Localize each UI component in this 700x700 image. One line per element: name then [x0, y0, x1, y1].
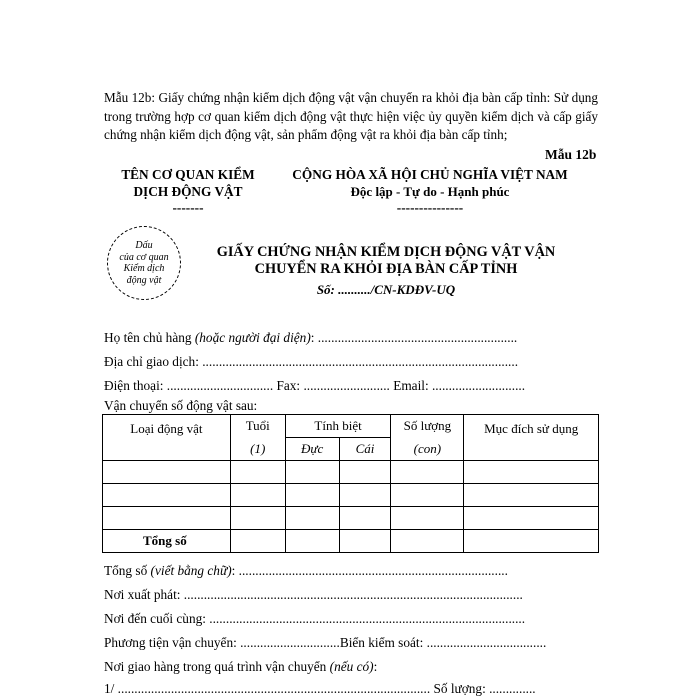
form-code: Mẫu 12b [545, 147, 597, 162]
vehicle-line: Phương tiện vận chuyển: ..............................Biển kiểm soát: .................................... [104, 635, 547, 650]
agency-name-line1: TÊN CƠ QUAN KIỂM [121, 167, 255, 182]
col-age: Tuổi [230, 415, 285, 438]
table-row [103, 507, 599, 530]
table-total-row [103, 530, 599, 553]
stamp-line1: Dấu [135, 240, 153, 251]
col-age-note: (1) [230, 438, 285, 461]
stamp-line2: của cơ quan [119, 251, 169, 263]
national-motto: Độc lập - Tự do - Hạnh phúc [350, 184, 510, 199]
transport-intro: Vận chuyển số động vật sau: [104, 398, 258, 413]
col-quantity: Số lượng [391, 415, 464, 438]
address-line: Địa chỉ giao dịch: ............................................................................................... [104, 354, 519, 369]
destination-line: Nơi đến cuối cùng: ............................................................................................... [104, 611, 526, 626]
stamp-text [114, 240, 174, 286]
table-row [103, 484, 599, 507]
delivery-item-1: 1/ .............................................................................................. Số lượng: .............. [104, 681, 536, 696]
table-row [103, 461, 599, 484]
owner-note: (hoặc người đại diện) [194, 330, 311, 345]
total-words-label: Tổng số [104, 563, 151, 578]
animal-table [102, 414, 599, 553]
national-title: CỘNG HÒA XÃ HỘI CHỦ NGHĨA VIỆT NAM [292, 167, 568, 182]
national-divider: --------------- [396, 200, 464, 215]
delivery-colon: : [373, 659, 378, 674]
stamp-placeholder [107, 226, 181, 300]
col-animal-type: Loại động vật [103, 415, 231, 461]
certificate-title [196, 244, 576, 278]
delivery-label: Nơi giao hàng trong quá trình vận chuyển [104, 659, 330, 674]
total-words-note: (viết bằng chữ) [150, 563, 232, 578]
stamp-line3: Kiểm dịch [123, 263, 165, 274]
certificate-title-line2: CHUYỂN RA KHỎI ĐỊA BÀN CẤP TỈNH [254, 261, 518, 277]
email-label: Email: ............................ [389, 378, 526, 393]
col-female: Cái [339, 438, 391, 461]
owner-line [104, 330, 564, 346]
agency-divider: ------- [172, 200, 204, 215]
certificate-title-line1: GIẤY CHỨNG NHẬN KIỂM DỊCH ĐỘNG VẬT VẬN [216, 244, 556, 260]
table-header-row [103, 415, 599, 438]
total-words-dots: : ................................................................................. [231, 563, 508, 578]
delivery-line [104, 659, 564, 675]
col-purpose: Mục đích sử dụng [464, 415, 599, 461]
agency-header [104, 166, 272, 215]
intro-paragraph: Mẫu 12b: Giấy chứng nhận kiểm dịch động vật vận chuyển ra khỏi địa bàn cấp tỉnh: Sử dụng trong trường hợp cơ quan kiểm dịch động vật thực hiện việc ủy quyền kiểm dịch và cấp giấy chứng nhận kiểm dịch động vật, sản phẩm động vật ra khỏi địa bàn cấp tỉnh; [104, 90, 598, 142]
total-words-line [104, 563, 564, 579]
national-header [275, 166, 585, 215]
col-quantity-note: (con) [391, 438, 464, 461]
origin-line: Nơi xuất phát: ...................................................................................................... [104, 587, 523, 602]
col-sex: Tính biệt [285, 415, 391, 438]
certificate-number: Số: ........../CN-KDĐV-UQ [316, 282, 456, 297]
col-male: Đực [285, 438, 339, 461]
total-label: Tổng số [103, 530, 231, 553]
agency-name-line2: DỊCH ĐỘNG VẬT [133, 184, 243, 199]
stamp-line4: động vật [126, 274, 162, 286]
owner-label: Họ tên chủ hàng [104, 330, 195, 345]
owner-dots: : ............................................................ [310, 330, 518, 345]
fax-label: Fax: .......................... [273, 378, 390, 393]
phone-label: Điện thoại: ................................ [104, 378, 274, 393]
contact-line [104, 378, 564, 394]
delivery-note: (nếu có) [329, 659, 374, 674]
